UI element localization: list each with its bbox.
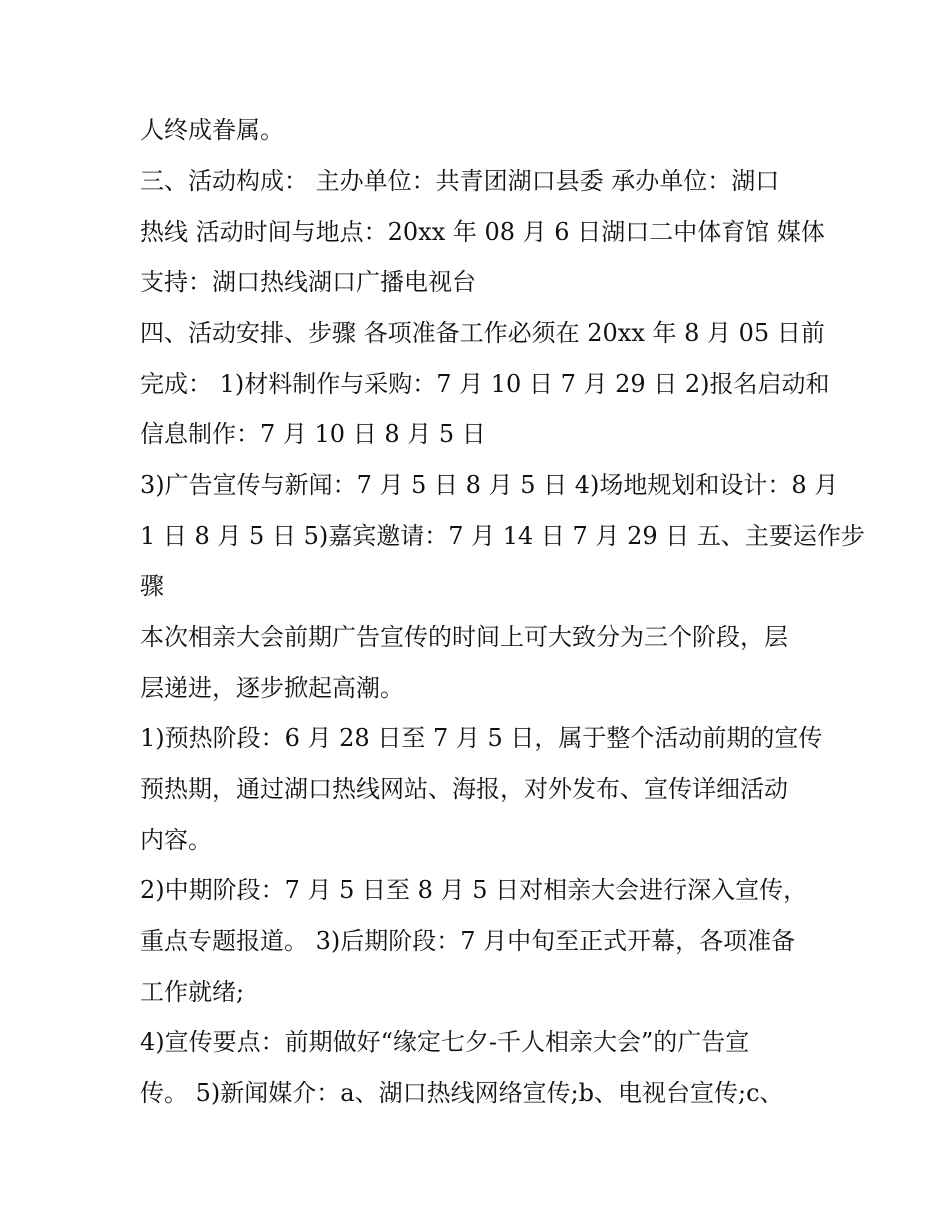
text-line: 支持：湖口热线湖口广播电视台 (140, 268, 476, 296)
text-line: 层递进，逐步掀起高潮。 (140, 674, 404, 702)
text-line: 4)宣传要点：前期做好“缘定七夕-千人相亲大会”的广告宣 (140, 1028, 750, 1056)
text-line: 1)预热阶段：6 月 28 日至 7 月 5 日，属于整个活动前期的宣传 (140, 724, 823, 752)
text-line: 本次相亲大会前期广告宣传的时间上可大致分为三个阶段，层 (140, 623, 788, 651)
text-line: 内容。 (140, 826, 212, 854)
text-line: 1 日 8 月 5 日 5)嘉宾邀请：7 月 14 日 7 月 29 日 五、主要运作步 (140, 522, 865, 550)
text-line: 热线 活动时间与地点：20xx 年 08 月 6 日湖口二中体育馆 媒体 (140, 218, 825, 246)
text-line: 预热期，通过湖口热线网站、海报，对外发布、宣传详细活动 (140, 775, 788, 803)
text-line: 三、活动构成： 主办单位：共青团湖口县委 承办单位：湖口 (140, 167, 780, 195)
text-line: 四、活动安排、步骤 各项准备工作必须在 20xx 年 8 月 05 日前 (140, 319, 825, 347)
text-line: 工作就绪; (140, 978, 245, 1006)
text-line: 传。 5)新闻媒介：a、湖口热线网络宣传;b、电视台宣传;c、 (140, 1079, 784, 1107)
text-line: 重点专题报道。 3)后期阶段：7 月中旬至正式开幕，各项准备 (140, 927, 796, 955)
text-line: 完成： 1)材料制作与采购：7 月 10 日 7 月 29 日 2)报名启动和 (140, 370, 830, 398)
text-line: 信息制作：7 月 10 日 8 月 5 日 (140, 420, 486, 448)
text-line: 骤 (140, 572, 164, 600)
text-line: 2)中期阶段：7 月 5 日至 8 月 5 日对相亲大会进行深入宣传， (140, 876, 808, 904)
text-line: 人终成眷属。 (140, 116, 284, 144)
text-line: 3)广告宣传与新闻：7 月 5 日 8 月 5 日 4)场地规划和设计：8 月 (140, 471, 839, 499)
